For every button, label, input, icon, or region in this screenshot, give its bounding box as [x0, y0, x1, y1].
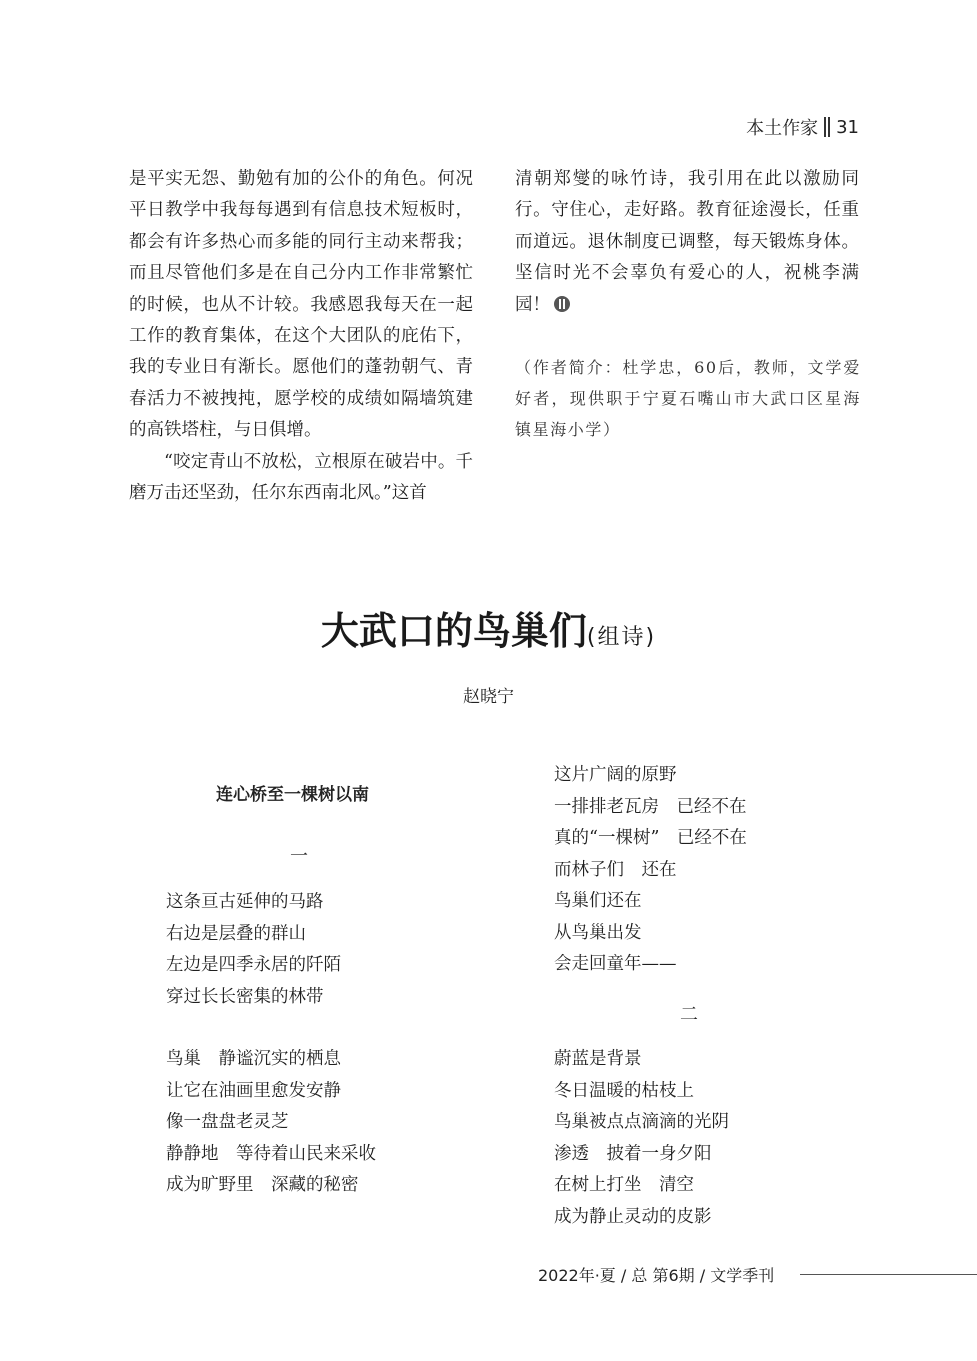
- poem-line: 冬日温暖的枯枝上: [554, 1080, 694, 1101]
- paragraph: [515, 164, 859, 321]
- poem-line: 像一盘盘老灵芝: [166, 1112, 289, 1132]
- poem-line: 成为旷野里 深藏的秘密: [166, 1175, 359, 1195]
- right-column: [515, 164, 859, 321]
- footer-rule: [800, 1274, 977, 1275]
- end-mark-icon: [554, 296, 570, 312]
- poem-line: 鸟巢被点点滴滴的光阴: [554, 1112, 729, 1132]
- poem-line: 右边是层叠的群山: [166, 923, 306, 944]
- poem-line: 从鸟巢出发: [554, 922, 642, 943]
- stanza: [166, 1044, 376, 1202]
- poem-line: 一排排老瓦房 已经不在: [554, 796, 747, 817]
- paragraph: “咬定青山不放松，立根原在破岩中。千磨万击还坚劲，任尔东西南北风。”这首: [129, 451, 473, 504]
- poem-line: 穿过长长密集的林带: [166, 986, 324, 1007]
- poem-line: 这片广阔的原野: [554, 765, 677, 785]
- stanza: [554, 1044, 729, 1233]
- page-header: [746, 114, 859, 140]
- poem-line: 这条亘古延伸的马路: [166, 892, 324, 912]
- article-title: [0, 600, 977, 655]
- article-author: 赵晓宁: [463, 687, 514, 707]
- stanza: [166, 887, 341, 1013]
- title-subtitle: (组诗): [586, 625, 657, 650]
- poem-line: 渗透 披着一身夕阳: [554, 1143, 712, 1164]
- section-name: 本土作家: [746, 118, 819, 139]
- title-text: 大武口的鸟巢们: [320, 609, 587, 653]
- poem-line: 真的“一棵树” 已经不在: [554, 828, 747, 848]
- poem-line: 在树上打坐 清空: [554, 1175, 694, 1195]
- section-number-two: 二: [680, 1004, 698, 1025]
- poem-line: 而林子们 还在: [554, 859, 677, 880]
- poem-line: 会走回童年——: [554, 954, 677, 974]
- poem-line: 成为静止灵动的皮影: [554, 1206, 712, 1227]
- poem-line: 静静地 等待着山民来采收: [166, 1143, 376, 1164]
- left-column: [129, 164, 473, 509]
- paragraph: 是平实无怨、勤勉有加的公仆的角色。何况平日教学中我每每遇到有信息技术短板时，都会有许多热心而多能的同行主动来帮我；而且尽管他们多是在自己分内工作非常繁忙的时候，也从不计较。我感恩我每天在一起工作的教育集体，在这个大团队的庇佑下，我的专业日有渐长。愿他们的蓬勃朝气、青春活力不被拽扽，愿学校的成绩如隔墙筑建的高铁塔柱，与日俱增。: [129, 169, 473, 441]
- header-separator: [824, 117, 830, 137]
- stanza: [554, 760, 747, 981]
- poem-line: 鸟巢 静谧沉实的栖息: [166, 1049, 341, 1069]
- section-number-one: 一: [290, 846, 308, 867]
- poem-line: 让它在油画里愈发安静: [166, 1080, 341, 1101]
- page-number: 31: [836, 116, 859, 138]
- poem-line: 鸟巢们还在: [554, 891, 642, 911]
- poem-line: 左边是四季永居的阡陌: [166, 955, 341, 975]
- poem-heading: 连心桥至一棵树以南: [216, 785, 369, 805]
- poem-line: 蔚蓝是背景: [554, 1049, 642, 1069]
- page-footer: 2022年·夏 / 总 第6期 / 文学季刊: [538, 1266, 775, 1285]
- paragraph-text: 清朝郑燮的咏竹诗，我引用在此以激励同行。守住心，走好路。教育征途漫长，任重而道远。退休制度已调整，每天锻炼身体。坚信时光不会辜负有爱心的人，祝桃李满园！: [515, 169, 859, 315]
- author-bio: （作者简介：杜学忠，60后，教师，文学爱好者，现供职于宁夏石嘴山市大武口区星海镇星海小学）: [515, 358, 861, 439]
